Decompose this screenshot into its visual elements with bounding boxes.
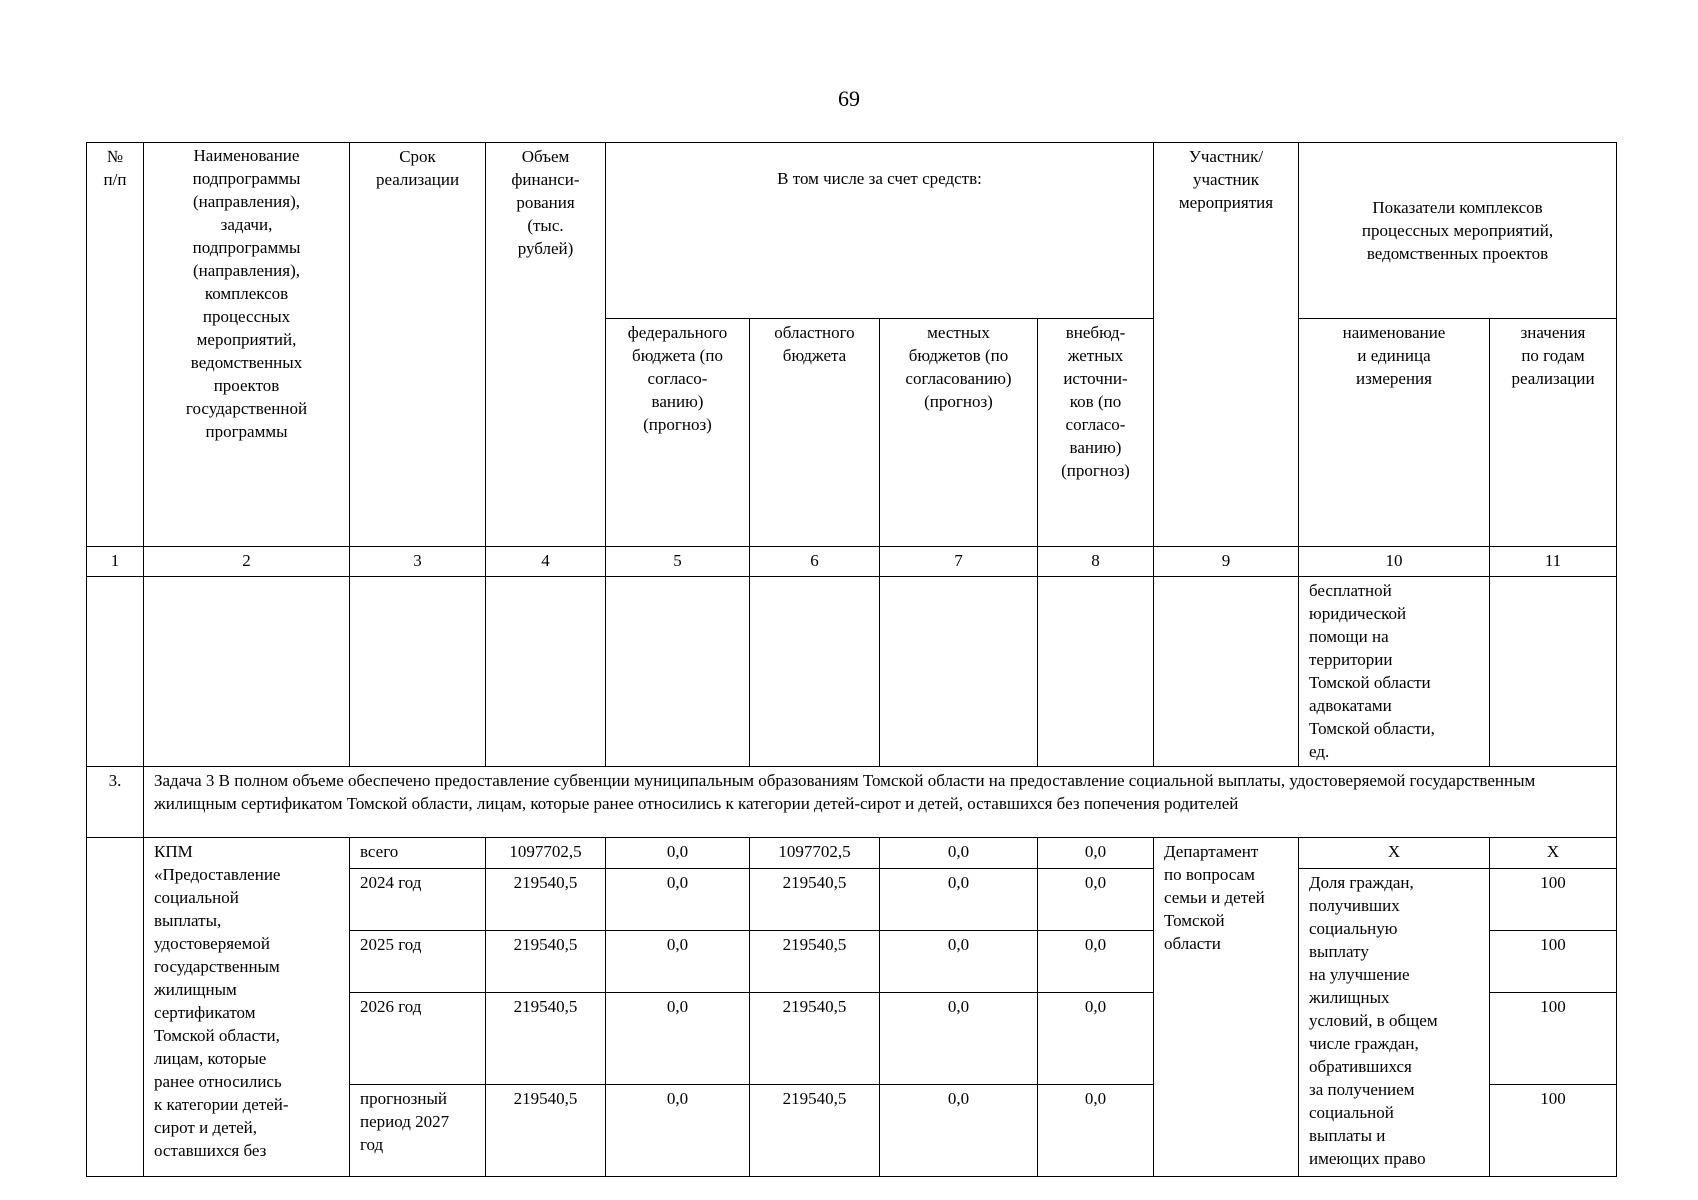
kpm-name: КПМ «Предоставление социальной выплаты, удостоверяемой государственным жилищным сертификатом Томской области, лицам, которые ранее относились к категории детей- сирот и детей, оставшихся без bbox=[144, 838, 350, 1177]
column-number: 7 bbox=[880, 547, 1038, 577]
kpm-regional: 1097702,5 bbox=[750, 838, 880, 869]
kpm-indicator-name: Доля граждан, получивших социальную выплату на улучшение жилищных условий, в общем числе граждан, обратившихся за получением социальной выплаты и имеющих право bbox=[1299, 869, 1490, 1177]
kpm-total: 219540,5 bbox=[486, 869, 606, 931]
kpm-regional: 219540,5 bbox=[750, 869, 880, 931]
empty-cell bbox=[1038, 577, 1154, 767]
kpm-indicator-value: 100 bbox=[1490, 993, 1617, 1085]
kpm-federal: 0,0 bbox=[606, 869, 750, 931]
column-number: 6 bbox=[750, 547, 880, 577]
kpm-total: 219540,5 bbox=[486, 1085, 606, 1177]
header-federal: федерального бюджета (по согласо- ванию) (прогноз) bbox=[606, 319, 750, 547]
kpm-indicator-value: 100 bbox=[1490, 1085, 1617, 1177]
kpm-total: 219540,5 bbox=[486, 931, 606, 993]
empty-cell bbox=[750, 577, 880, 767]
task-text: Задача 3 В полном объеме обеспечено предоставление субвенции муниципальным образованиям Томской области на предоставление социальной выплаты, удостоверяемой государственным жилищным сертификатом Томской области, лицам, которые ранее относились к категории детей-сирот и детей, оставшихся без попечения родителей bbox=[144, 767, 1617, 838]
header-participant: Участник/ участник мероприятия bbox=[1154, 143, 1299, 547]
kpm-indicator-total-value: Х bbox=[1490, 838, 1617, 869]
header-funds-group: В том числе за счет средств: bbox=[606, 143, 1154, 319]
kpm-regional: 219540,5 bbox=[750, 1085, 880, 1177]
empty-cell bbox=[1154, 577, 1299, 767]
kpm-period: всего bbox=[350, 838, 486, 869]
empty-cell bbox=[350, 577, 486, 767]
header-regional: областного бюджета bbox=[750, 319, 880, 547]
header-indicators-group: Показатели комплексов процессных мероприятий, ведомственных проектов bbox=[1299, 143, 1617, 319]
kpm-total: 219540,5 bbox=[486, 993, 606, 1085]
empty-cell bbox=[144, 577, 350, 767]
kpm-local: 0,0 bbox=[880, 993, 1038, 1085]
kpm-indicator-value: 100 bbox=[1490, 869, 1617, 931]
column-number: 3 bbox=[350, 547, 486, 577]
column-number: 8 bbox=[1038, 547, 1154, 577]
empty-cell bbox=[486, 577, 606, 767]
kpm-number-cell bbox=[87, 838, 144, 1177]
header-volume: Объем финанси- рования (тыс. рублей) bbox=[486, 143, 606, 547]
empty-cell bbox=[1490, 577, 1617, 767]
kpm-indicator-total-name: Х bbox=[1299, 838, 1490, 869]
header-indicator-values: значения по годам реализации bbox=[1490, 319, 1617, 547]
column-number: 11 bbox=[1490, 547, 1617, 577]
page-number: 69 bbox=[838, 86, 860, 111]
kpm-indicator-value: 100 bbox=[1490, 931, 1617, 993]
kpm-federal: 0,0 bbox=[606, 931, 750, 993]
header-name: Наименование подпрограммы (направления), задачи, подпрограммы (направления), комплексов процессных мероприятий, ведомственных проектов государственной программы bbox=[144, 143, 350, 547]
kpm-local: 0,0 bbox=[880, 869, 1038, 931]
kpm-period: 2026 год bbox=[350, 993, 486, 1085]
column-numbers-row bbox=[87, 547, 1617, 577]
header-period: Срок реализации bbox=[350, 143, 486, 547]
header-row-1 bbox=[87, 143, 1617, 319]
continuation-indicator-text: бесплатной юридической помощи на территории Томской области адвокатами Томской области, ед. bbox=[1299, 577, 1490, 767]
kpm-extra: 0,0 bbox=[1038, 838, 1154, 869]
kpm-extra: 0,0 bbox=[1038, 931, 1154, 993]
kpm-extra: 0,0 bbox=[1038, 993, 1154, 1085]
program-table bbox=[86, 142, 1617, 1177]
column-number: 4 bbox=[486, 547, 606, 577]
empty-cell bbox=[87, 577, 144, 767]
kpm-federal: 0,0 bbox=[606, 1085, 750, 1177]
kpm-local: 0,0 bbox=[880, 931, 1038, 993]
header-local: местных бюджетов (по согласованию) (прогноз) bbox=[880, 319, 1038, 547]
kpm-period: прогнозный период 2027 год bbox=[350, 1085, 486, 1177]
column-number: 1 bbox=[87, 547, 144, 577]
column-number: 9 bbox=[1154, 547, 1299, 577]
kpm-period: 2024 год bbox=[350, 869, 486, 931]
kpm-row-total bbox=[87, 838, 1617, 869]
column-number: 5 bbox=[606, 547, 750, 577]
empty-cell bbox=[606, 577, 750, 767]
kpm-federal: 0,0 bbox=[606, 838, 750, 869]
task-row bbox=[87, 767, 1617, 838]
header-extra: внебюд- жетных источни- ков (по согласо- ванию) (прогноз) bbox=[1038, 319, 1154, 547]
header-number: № п/п bbox=[87, 143, 144, 547]
kpm-regional: 219540,5 bbox=[750, 931, 880, 993]
kpm-local: 0,0 bbox=[880, 1085, 1038, 1177]
kpm-participant: Департамент по вопросам семьи и детей Томской области bbox=[1154, 838, 1299, 1177]
header-indicator-name: наименование и единица измерения bbox=[1299, 319, 1490, 547]
empty-cell bbox=[880, 577, 1038, 767]
column-number: 10 bbox=[1299, 547, 1490, 577]
continuation-row bbox=[87, 577, 1617, 767]
kpm-extra: 0,0 bbox=[1038, 1085, 1154, 1177]
kpm-federal: 0,0 bbox=[606, 993, 750, 1085]
kpm-extra: 0,0 bbox=[1038, 869, 1154, 931]
task-number: 3. bbox=[87, 767, 144, 838]
column-number: 2 bbox=[144, 547, 350, 577]
kpm-regional: 219540,5 bbox=[750, 993, 880, 1085]
kpm-period: 2025 год bbox=[350, 931, 486, 993]
kpm-local: 0,0 bbox=[880, 838, 1038, 869]
kpm-total: 1097702,5 bbox=[486, 838, 606, 869]
